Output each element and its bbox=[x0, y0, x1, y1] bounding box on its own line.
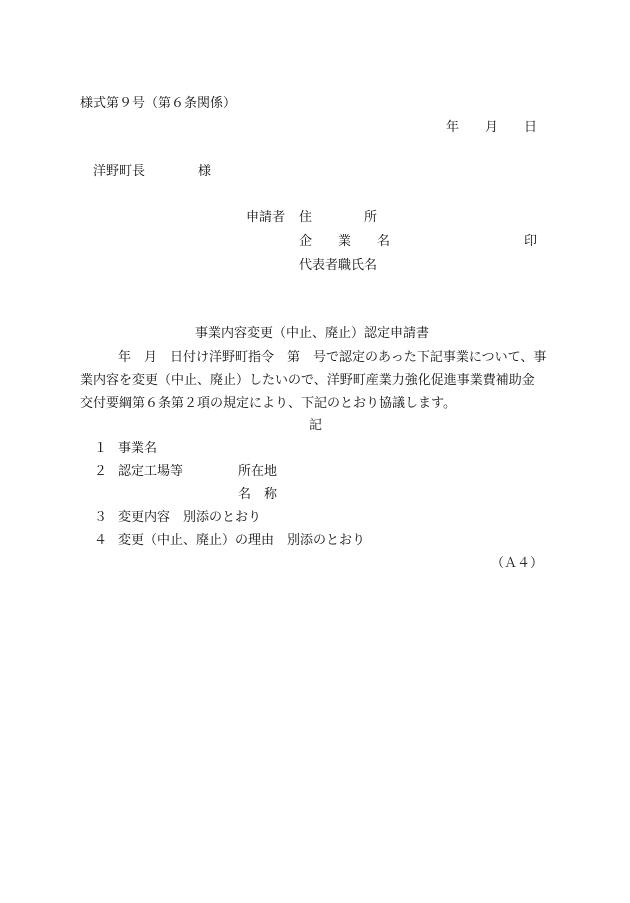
body-line-2: 業内容を変更（中止、廃止）したいので、洋野町産業力強化促進事業費補助金 bbox=[80, 373, 535, 388]
form-number: 様式第９号（第６条関係） bbox=[80, 96, 237, 111]
item-3-label: 変更内容 別添のとおり bbox=[118, 510, 262, 525]
date-line: 年 月 日 bbox=[445, 120, 537, 135]
item-1-number: １ bbox=[94, 441, 108, 456]
seal-mark: 印 bbox=[524, 234, 538, 249]
item-2-sub-location: 所在地 bbox=[238, 464, 278, 479]
applicant-label: 申請者 bbox=[246, 210, 286, 225]
item-2-label: 認定工場等 bbox=[118, 464, 184, 479]
item-4-label: 変更（中止、廃止）の理由 別添のとおり bbox=[118, 533, 366, 548]
item-2-number: ２ bbox=[94, 464, 108, 479]
applicant-address-label: 住 所 bbox=[299, 210, 378, 225]
body-line-3: 交付要綱第６条第２項の規定により、下記のとおり協議します。 bbox=[80, 396, 456, 411]
applicant-representative-label: 代表者職氏名 bbox=[299, 258, 378, 273]
item-4-number: ４ bbox=[94, 533, 108, 548]
addressee-name: 洋野町長 bbox=[93, 164, 146, 179]
body-line-1: 年 月 日付け洋野町指令 第 号で認定のあった下記事業について、事 bbox=[118, 350, 547, 365]
item-1-label: 事業名 bbox=[118, 441, 158, 456]
applicant-company-label: 企 業 名 bbox=[299, 234, 391, 249]
addressee-honorific: 様 bbox=[198, 164, 212, 179]
item-3-number: ３ bbox=[94, 510, 108, 525]
document-title: 事業内容変更（中止、廃止）認定申請書 bbox=[195, 326, 430, 341]
ki-heading: 記 bbox=[309, 418, 323, 433]
paper-size-note: （Ａ４） bbox=[490, 556, 543, 571]
item-2-sub-name: 名 称 bbox=[238, 487, 278, 502]
